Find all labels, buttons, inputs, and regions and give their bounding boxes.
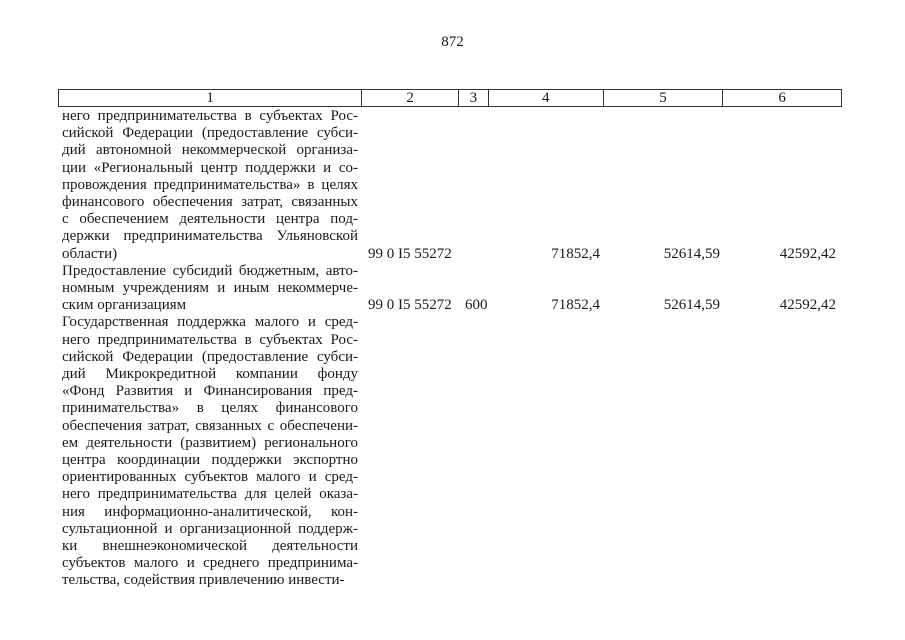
header-col-6: 6 (778, 90, 786, 106)
description-line: тельства, содействия привлечению инвести- (62, 572, 345, 589)
row-value-2: 52614,59 (663, 245, 720, 262)
row-description (58, 108, 362, 263)
description-line: принимательства» в целях финансового (62, 400, 358, 417)
description-line: ции «Региональный центр поддержки и со- (62, 159, 358, 176)
description-line: ским организациям (62, 297, 187, 314)
description-line: Предоставление субсидий бюджетным, авто- (62, 262, 358, 279)
description-line: него предпринимательства в субъектах Рос- (62, 108, 358, 124)
row-description (58, 263, 362, 315)
table-row (58, 263, 842, 315)
description-line: ем деятельности (развитием) регионального (62, 434, 358, 451)
description-line: ориентированных субъектов малого и сред- (62, 469, 358, 486)
description-line: ния информационно-аналитической, кон- (62, 503, 358, 520)
description-line: держки предпринимательства Ульяновской (62, 228, 358, 245)
description-line: с обеспечением деятельности центра под- (62, 211, 358, 228)
header-col-5: 5 (604, 90, 724, 106)
description-line: «Фонд Развития и Финансирования пред- (62, 383, 358, 400)
description-line: дий автономной некоммерческой организа- (62, 142, 358, 159)
row-code: 99 0 I5 55272 (368, 245, 452, 262)
row-value-3: 42592,42 (779, 297, 836, 314)
header-col-3: 3 (459, 90, 489, 106)
table-row (58, 108, 842, 263)
row-value-1: 71852,4 (551, 297, 600, 314)
page-number: 872 (441, 34, 464, 50)
description-line: сультационной и организационной поддерж- (62, 520, 358, 537)
header-col-4: 4 (489, 90, 604, 106)
header-col-1: 1 (59, 90, 362, 106)
table-header-row (58, 89, 842, 107)
description-line: области) (62, 245, 118, 262)
description-line: центра координации поддержки экспортно (62, 452, 358, 469)
description-line: номным учреждениям и иным некоммерче- (62, 280, 358, 297)
description-line: Государственная поддержка малого и сред- (62, 314, 358, 331)
description-line: него предпринимательства в субъектах Рос- (62, 331, 358, 348)
description-line: провождения предпринимательства» в целях (62, 176, 358, 193)
header-col-2: 2 (362, 90, 459, 106)
description-line: ки внешнеэкономической деятельности (62, 538, 358, 555)
row-value-3: 42592,42 (779, 245, 836, 262)
table-body (58, 108, 842, 590)
description-line: субъектов малого и среднего предпринима- (62, 555, 358, 572)
row-value-2: 52614,59 (663, 297, 720, 314)
description-line: обеспечения затрат, связанных с обеспечени- (62, 417, 358, 434)
row-code: 99 0 I5 55272 (368, 297, 452, 314)
row-value-1: 71852,4 (551, 245, 600, 262)
table-row (58, 314, 842, 589)
description-line: финансового обеспечения затрат, связанных (62, 194, 358, 211)
description-line: сийской Федерации (предоставление субси- (62, 125, 358, 142)
description-line: него предпринимательства для целей оказа- (62, 486, 358, 503)
row-expense-type: 600 (465, 297, 488, 314)
description-line: сийской Федерации (предоставление субси- (62, 348, 358, 365)
row-description (58, 314, 362, 589)
description-line: дий Микрокредитной компании фонду (62, 366, 358, 383)
